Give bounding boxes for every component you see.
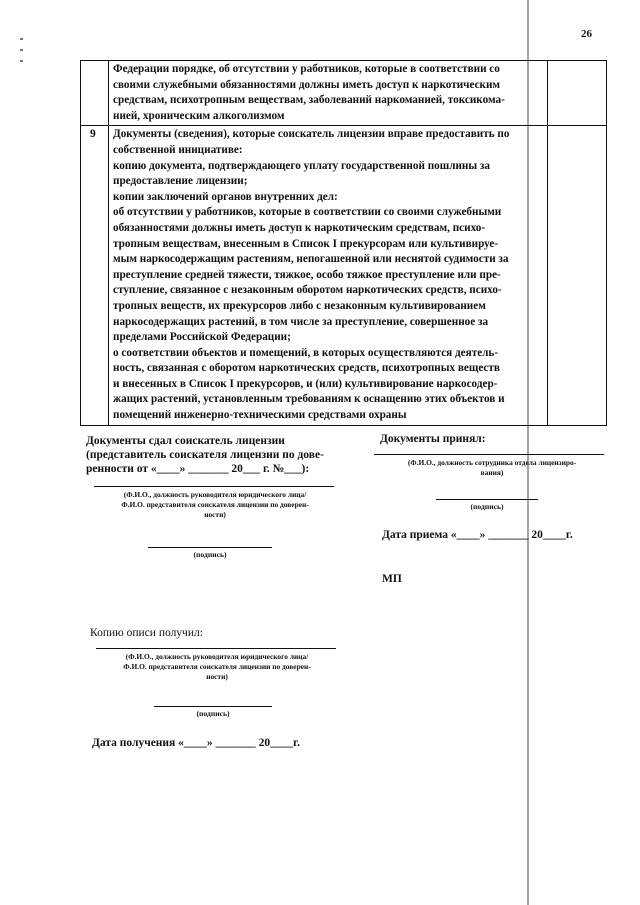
text-line: своими служебными обязанностями должны иметь доступ к наркотическим [113,78,501,91]
row-number [81,61,109,126]
copy-received-heading: Копию описи получил: [90,627,203,639]
text-line: преступление средней тяжести, тяжкое, особо тяжкое преступление или пре- [113,268,501,281]
signature-line [148,547,272,548]
acceptance-date: Дата приема «____» _______ 20____г. [382,529,573,541]
text-line: об отсутствии у работников, которые в соответствии со своими служебными [113,206,502,219]
row-empty-cell [548,61,607,126]
text-line: помещений инженерно-техническими средствами охраны [113,409,407,422]
text-line: копии заключений органов внутренних дел: [113,190,338,203]
text-line: собственной инициативе: [113,143,243,156]
text-line: ступление, связанное с незаконным оборотом наркотических средств, психо- [113,284,502,297]
text-line: тропных веществ, их прекурсоров либо с незаконным культивированием [113,299,486,312]
text-line: Документы (сведения), которые соискатель лицензии вправе предоставить по [113,128,510,141]
fio-line [94,486,334,487]
page-number: 26 [581,28,592,40]
margin-marks [20,38,28,74]
fio-line [374,454,604,455]
caption-line: Ф.И.О. представителя соискателя лицензии по доверен- [121,500,309,509]
text-line: мым наркосодержащим растениям, непогашенной или неснятой судимости за [113,253,509,266]
row-content [109,61,548,126]
caption-line: (Ф.И.О., должность сотрудника отдела лицензиро- [407,458,577,467]
caption-line: вания) [480,468,504,477]
caption-line: (Ф.И.О., должность руководителя юридического лица/ [125,652,309,661]
accepted-heading: Документы принял: [380,433,486,445]
signature-caption: (подпись) [193,550,227,559]
row-empty-cell [548,126,607,425]
text-line: ность, связанная с оборотом наркотических средств, психотропных веществ [113,362,500,375]
heading-line: ренности от «____» _______ 20___ г. №___): [86,463,310,475]
text-line: и внесенных в Список I прекурсоров, и (или) культивирование наркосодер- [113,377,498,390]
heading-line: Документы сдал соискатель лицензии [86,435,285,447]
signature-line [154,706,272,707]
text-line: средствам, психотропным веществам, заболеваний наркоманией, токсикома- [113,94,505,107]
text-line: обязанностями должны иметь доступ к наркотическим средствам, психо- [113,221,486,234]
caption-line: (Ф.И.О., должность руководителя юридического лица/ [123,490,307,499]
text-line: наркосодержащих растений, в том числе за преступление, совершенное за [113,315,489,328]
row-number: 9 [81,126,109,425]
heading-line: (представитель соискателя лицензии по дове- [86,449,324,461]
text-line: Федерации порядке, об отсутствии у работников, которые в соответствии со [113,63,500,75]
table-row [81,126,607,425]
text-line: тропным веществам, внесенным в Список I прекурсорам или культивируе- [113,237,499,250]
text-line: пределами Российской Федерации; [113,331,291,344]
signature-caption: (подпись) [470,502,504,511]
fio-caption [376,458,608,478]
fio-caption [86,652,348,682]
stamp-place: МП [382,573,402,585]
row-content [109,126,548,425]
text-line: жащих растений, установленным требованиям к оснащению этих объектов и [113,393,505,406]
signature-line [436,499,538,500]
text-line: о соответствии объектов и помещений, в которых осуществляются деятель- [113,346,499,359]
table-row [81,61,607,126]
document-table [80,60,607,426]
caption-line: ности) [206,672,228,681]
text-line: предоставление лицензии; [113,175,248,188]
text-line: нией, хроническим алкоголизмом [113,109,285,122]
caption-line: ности) [204,510,226,519]
fio-line [96,648,336,649]
receipt-date: Дата получения «____» _______ 20____г. [92,737,300,749]
submitted-heading [86,434,356,476]
fio-caption [84,490,346,520]
text-line: копию документа, подтверждающего уплату государственной пошлины за [113,159,490,172]
signature-caption: (подпись) [196,709,230,718]
caption-line: Ф.И.О. представителя соискателя лицензии по доверен- [123,662,311,671]
